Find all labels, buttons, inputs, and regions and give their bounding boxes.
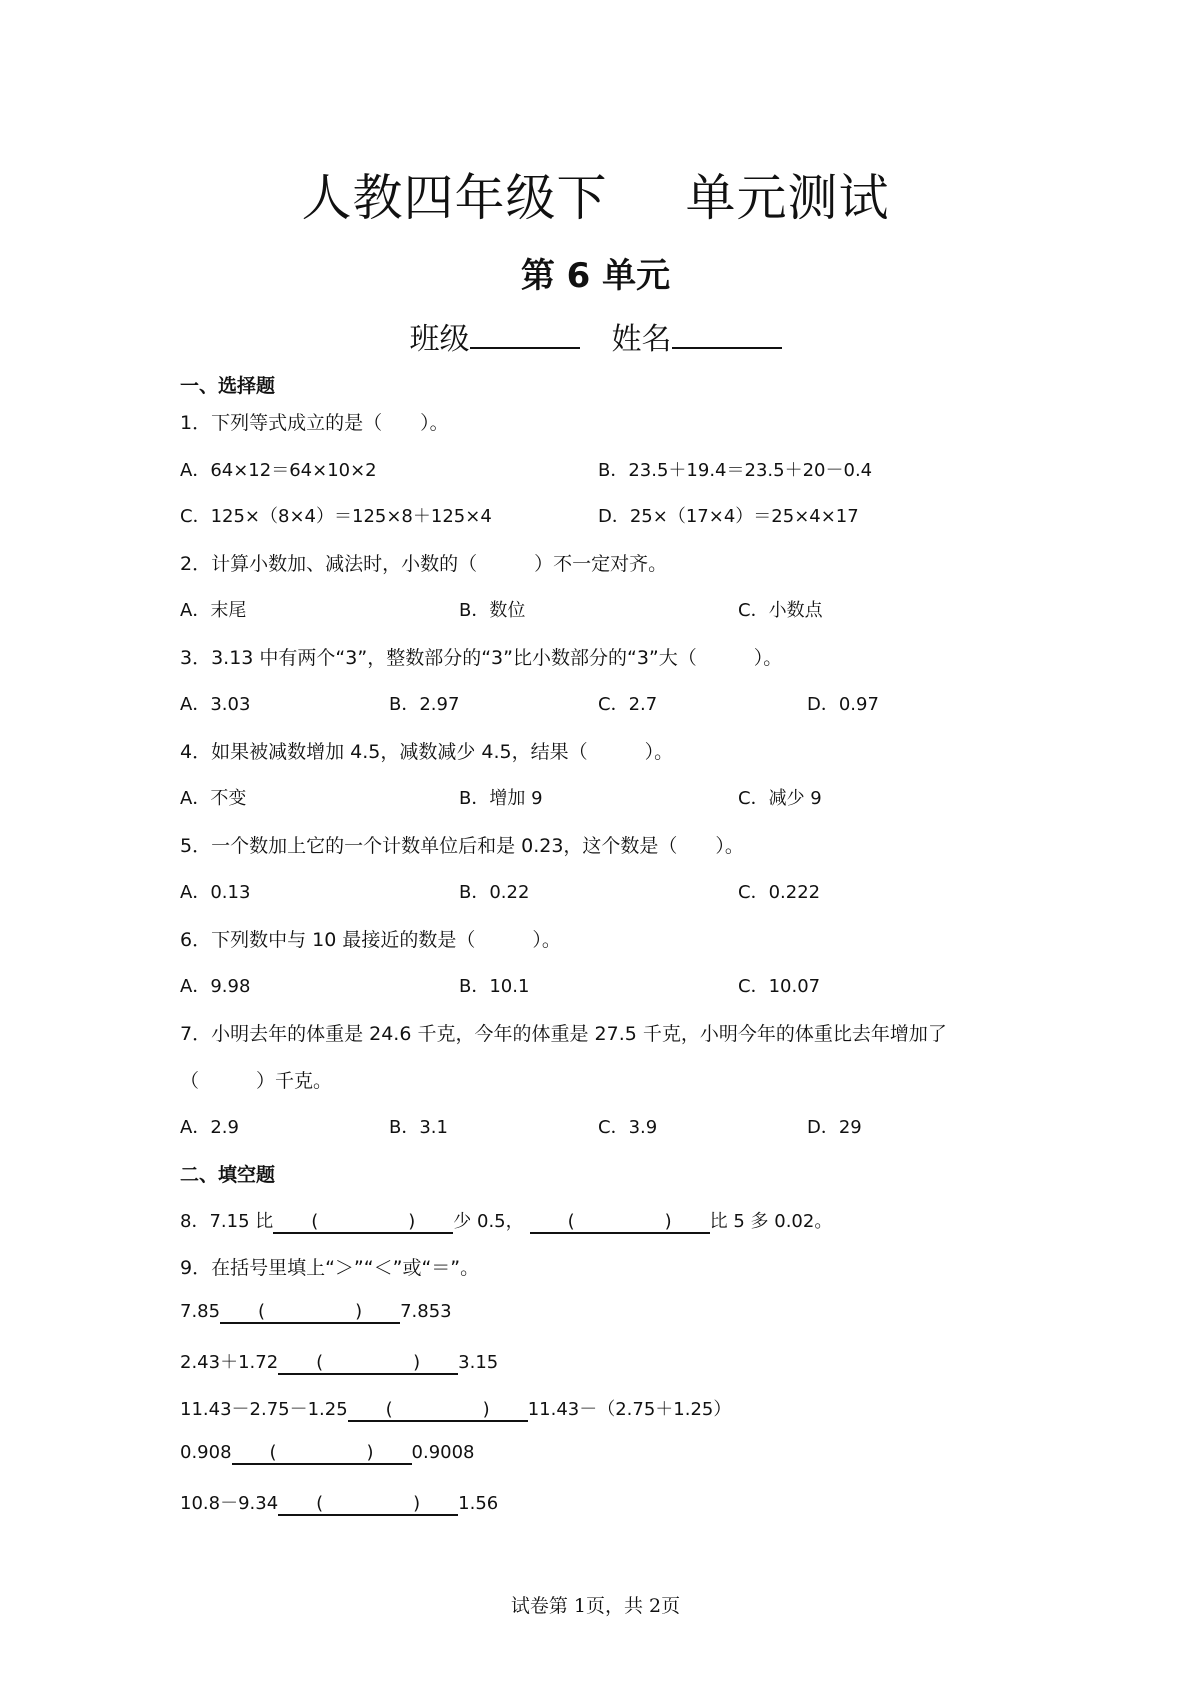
question-1-option-d[interactable]: D．25×（17×4）＝25×4×17 [598, 506, 859, 527]
question-8-part-3: 比 5 多 0.02。 [709, 1211, 833, 1232]
question-9-row-left: 7.85 [180, 1301, 221, 1322]
question-8-part-2: 少 0.5， [453, 1211, 524, 1232]
question-4-option-a[interactable]: A．不变 [180, 788, 247, 809]
question-7-option-c[interactable]: C．3.9 [598, 1117, 658, 1138]
page-title [0, 158, 1191, 230]
question-3-option-a[interactable]: A．3.03 [180, 694, 251, 715]
question-8 [180, 1207, 832, 1234]
question-9-row-right: 0.9008 [411, 1442, 475, 1463]
question-5-stem: 5．一个数加上它的一个计数单位后和是 0.23，这个数是（ ）。 [180, 835, 744, 857]
question-7-option-d[interactable]: D．29 [807, 1117, 862, 1138]
question-4-option-c[interactable]: C．减少 9 [738, 788, 822, 809]
class-blank[interactable] [470, 321, 580, 349]
question-5-option-a[interactable]: A．0.13 [180, 882, 251, 903]
question-9-row-right: 1.56 [458, 1493, 499, 1514]
unit-subtitle: 第 6 单元 [520, 256, 671, 296]
question-9-row-left: 2.43＋1.72 [180, 1352, 279, 1373]
name-blank[interactable] [672, 321, 782, 349]
question-9-row [180, 1301, 452, 1324]
question-9-row-blank[interactable]: ( ) [220, 1301, 400, 1324]
title-right: 单元测试 [685, 169, 890, 227]
question-9-row [180, 1489, 498, 1516]
question-9-row [180, 1348, 498, 1375]
question-9-row-left: 11.43－2.75－1.25 [180, 1399, 348, 1420]
question-9-row-left: 10.8－9.34 [180, 1493, 279, 1514]
question-9-row-right: 11.43－（2.75＋1.25） [527, 1399, 732, 1420]
question-2-option-c[interactable]: C．小数点 [738, 600, 823, 621]
name-label: 姓名 [611, 322, 672, 357]
question-7-stem-continued: （ ）千克。 [180, 1070, 333, 1092]
question-9-row [180, 1395, 731, 1422]
class-label: 班级 [409, 322, 470, 357]
title-left: 人教四年级下 [301, 169, 608, 227]
question-9-row-right: 3.15 [458, 1352, 499, 1373]
question-6-option-b[interactable]: B．10.1 [459, 976, 530, 997]
question-7-option-a[interactable]: A．2.9 [180, 1117, 239, 1138]
question-6-option-a[interactable]: A．9.98 [180, 976, 251, 997]
question-8-blank-1[interactable]: ( ) [273, 1211, 453, 1234]
section-fill-heading: 二、填空题 [180, 1164, 276, 1186]
question-1-stem: 1．下列等式成立的是（ ）。 [180, 412, 449, 434]
question-5-option-b[interactable]: B．0.22 [459, 882, 530, 903]
question-2-option-b[interactable]: B．数位 [459, 600, 526, 621]
question-8-blank-2[interactable]: ( ) [530, 1211, 710, 1234]
question-6-stem: 6．下列数中与 10 最接近的数是（ ）。 [180, 929, 561, 951]
question-9-row-blank[interactable]: ( ) [278, 1352, 458, 1375]
question-9-row-blank[interactable]: ( ) [278, 1493, 458, 1516]
question-5-option-c[interactable]: C．0.222 [738, 882, 821, 903]
question-3-option-d[interactable]: D．0.97 [807, 694, 879, 715]
student-info-line [0, 314, 1191, 358]
question-3-option-b[interactable]: B．2.97 [389, 694, 460, 715]
question-3-stem: 3．3.13 中有两个“3”，整数部分的“3”比小数部分的“3”大（ ）。 [180, 647, 783, 669]
page-footer: 试卷第 1页，共 2页 [510, 1595, 681, 1617]
question-7-stem: 7．小明去年的体重是 24.6 千克，今年的体重是 27.5 千克，小明今年的体重比去年增加了 [180, 1023, 947, 1045]
question-6-option-c[interactable]: C．10.07 [738, 976, 821, 997]
question-4-stem: 4．如果被减数增加 4.5，减数减少 4.5，结果（ ）。 [180, 741, 674, 763]
question-3-option-c[interactable]: C．2.7 [598, 694, 658, 715]
question-9-row [180, 1442, 475, 1465]
question-7-option-b[interactable]: B．3.1 [389, 1117, 448, 1138]
question-9-row-right: 7.853 [400, 1301, 452, 1322]
question-9-stem: 9．在括号里填上“＞”“＜”或“＝”。 [180, 1257, 480, 1279]
question-1-option-a[interactable]: A．64×12＝64×10×2 [180, 460, 377, 481]
question-4-option-b[interactable]: B．增加 9 [459, 788, 543, 809]
question-8-part-1: 8．7.15 比 [180, 1211, 274, 1232]
question-2-option-a[interactable]: A．末尾 [180, 600, 247, 621]
question-1-option-c[interactable]: C．125×（8×4）＝125×8＋125×4 [180, 506, 492, 527]
section-choice-heading: 一、选择题 [180, 375, 276, 397]
question-1-option-b[interactable]: B．23.5＋19.4＝23.5＋20－0.4 [598, 460, 873, 481]
question-9-row-blank[interactable]: ( ) [348, 1399, 528, 1422]
question-9-row-blank[interactable]: ( ) [232, 1442, 412, 1465]
question-2-stem: 2．计算小数加、减法时，小数的（ ）不一定对齐。 [180, 553, 668, 575]
question-9-row-left: 0.908 [180, 1442, 232, 1463]
